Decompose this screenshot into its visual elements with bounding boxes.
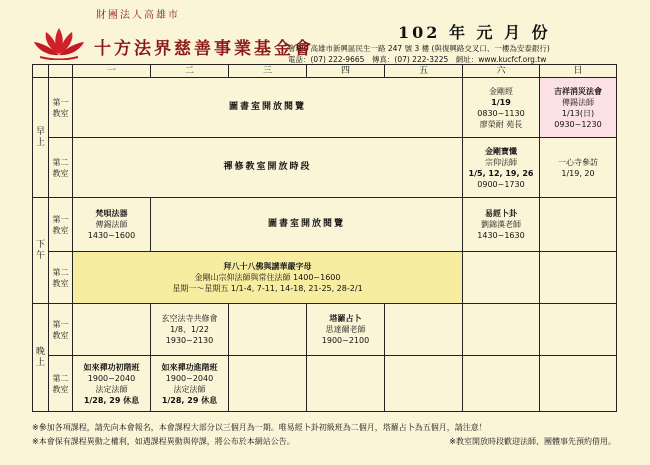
- footer-note-right: ※教室開放時段歡迎法師、團體事先預約借用。: [449, 437, 616, 446]
- meditation-open-morning: 禪修教室開放時段: [73, 138, 463, 198]
- room-second: 第二教室: [49, 356, 73, 412]
- day-sun: 日: [540, 65, 617, 78]
- room-first: 第一教室: [49, 78, 73, 138]
- event-iching: 易經卜卦 劉錦漢老師 1430~1630: [463, 198, 540, 252]
- org-name: 十方法界慈善事業基金會: [94, 39, 314, 59]
- event-blessing-ceremony: 吉祥消災法會 傳錫法師 1/13(日) 0930~1230: [540, 78, 617, 138]
- day-sat: 六: [463, 65, 540, 78]
- room-second: 第二教室: [49, 252, 73, 304]
- event-temple-visit: 一心寺參訪 1/19, 20: [540, 138, 617, 198]
- weekday-header: [33, 65, 617, 78]
- event-88-buddhas: 拜八十八佛與講華嚴字母 金剛山宗仰法師與常住法師 1400~1600 星期一～星期五 1/1-4, 7-11, 14-18, 21-25, 28-2/1: [73, 252, 463, 304]
- lotus-logo: [30, 24, 88, 60]
- day-tue: 二: [151, 65, 229, 78]
- day-wed: 三: [229, 65, 307, 78]
- event-chan-advanced: 如來禪功進階班 1900~2040 法定法師 1/28, 29 休息: [151, 356, 229, 412]
- org-prefix: 財團法人高雄市: [96, 10, 180, 21]
- schedule-table: [32, 64, 617, 412]
- address-line: 會址：高雄市新興區民生一路 247 號 3 樓 (與復興路交叉口、一樓為安泰銀行): [288, 44, 550, 53]
- event-chanting-instruments: 梵唄法器 傳錫法師 1430~1600: [73, 198, 151, 252]
- room-second: 第二教室: [49, 138, 73, 198]
- event-diamond-repentance: 金剛寶懺 宗仰法師 1/5, 12, 19, 26 0900~1730: [463, 138, 540, 198]
- org-contact: [288, 43, 550, 65]
- footer-note-left: ※本會保有課程異動之權利，如遇課程異動與停課，將公布於本網站公告。: [32, 437, 295, 446]
- event-tarot: 塔羅占卜 思達爾老師 1900~2100: [307, 304, 385, 356]
- period-afternoon: 下 午: [33, 198, 49, 304]
- event-diamond-sutra: 金剛經 1/19 0830~1130 廖榮耐 苑長: [463, 78, 540, 138]
- library-open-afternoon: 圖書室開放閱覽: [151, 198, 463, 252]
- day-fri: 五: [385, 65, 463, 78]
- period-morning: 早 上: [33, 78, 49, 198]
- library-open-morning: 圖書室開放閱覽: [73, 78, 463, 138]
- event-xuankong-practice: 玄空法寺共修會 1/8、1/22 1930~2130: [151, 304, 229, 356]
- day-thu: 四: [307, 65, 385, 78]
- day-mon: 一: [73, 65, 151, 78]
- period-evening: 晚 上: [33, 304, 49, 412]
- room-first: 第一教室: [49, 304, 73, 356]
- room-first: 第一教室: [49, 198, 73, 252]
- footer-note-1: ※參加各項課程，請先向本會報名，本會課程大部分以三個月為一期。唯易經卜卦初級班為二個月，塔羅占卜為五個月，請注意！: [32, 423, 487, 432]
- event-chan-beginner: 如來禪功初階班 1900~2040 法定法師 1/28, 29 休息: [73, 356, 151, 412]
- month-title: 102 年 元 月 份: [398, 23, 551, 42]
- contact-line: 電話：(07) 222-9665 傳真：(07) 222-3225 網址：www.kucfcf.org.tw: [288, 55, 547, 64]
- footer-note-2: [32, 436, 616, 447]
